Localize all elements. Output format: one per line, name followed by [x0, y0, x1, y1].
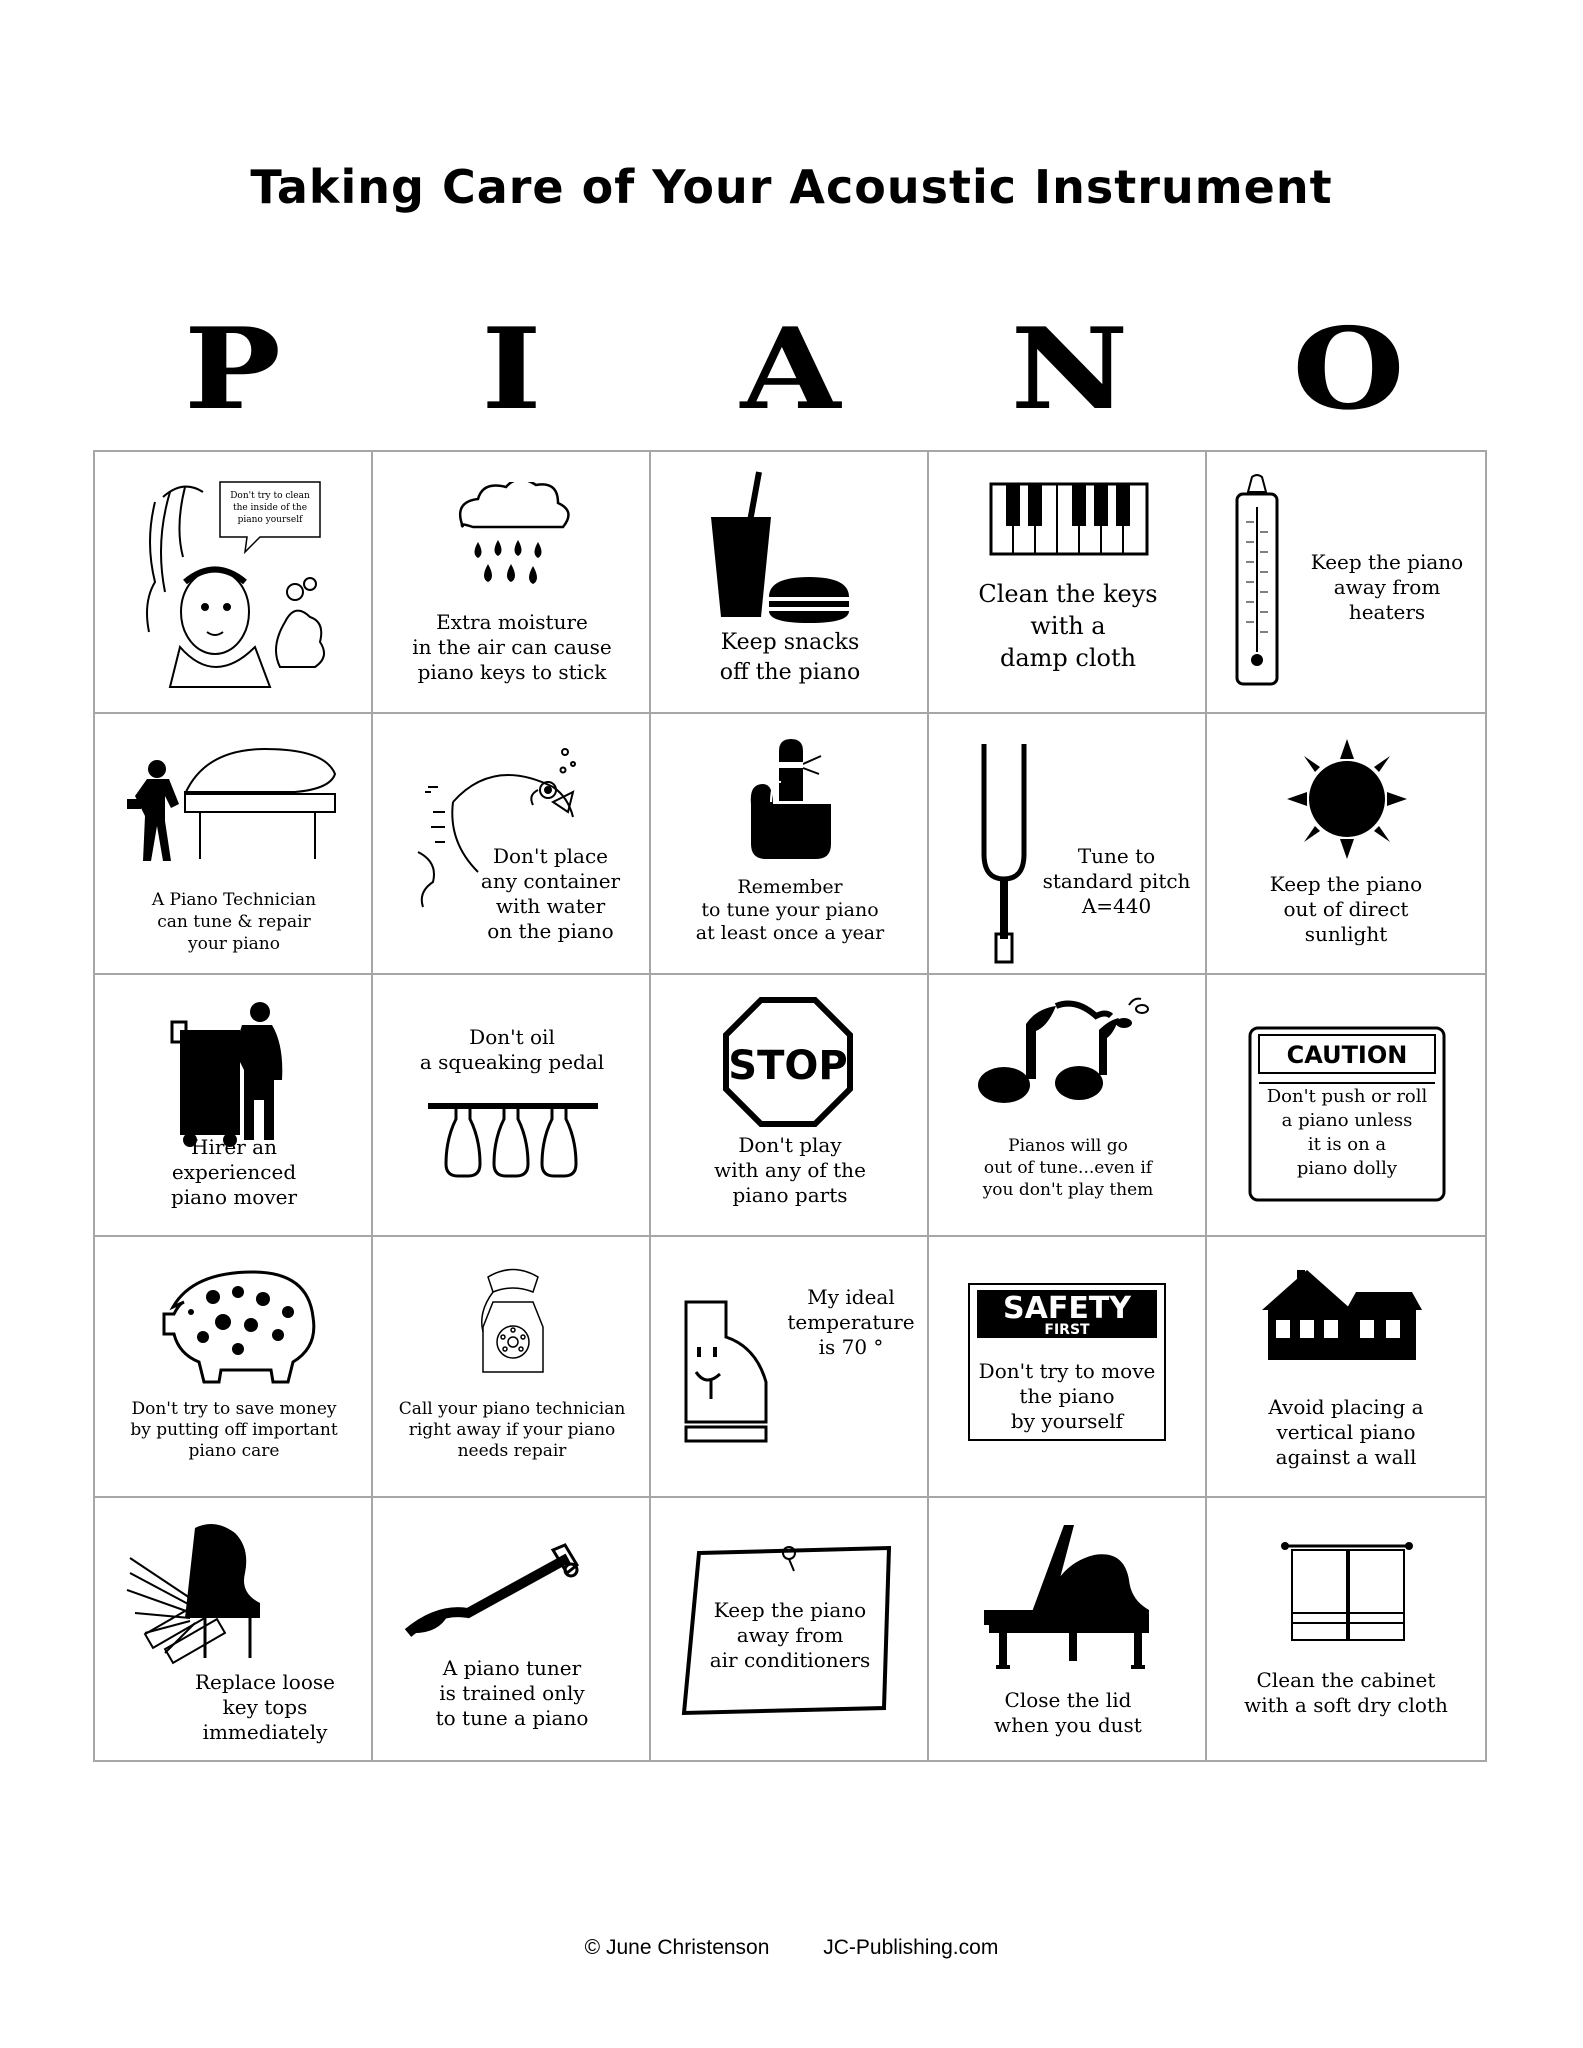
- tuning-hammer-icon: [403, 1538, 583, 1648]
- svg-text:SAFETY: SAFETY: [1003, 1290, 1131, 1326]
- bingo-cell: [373, 452, 651, 714]
- caption: Tune to standard pitch A=440: [1042, 843, 1191, 918]
- caption: Don't try to save money by putting off important piano care: [130, 1398, 338, 1461]
- speech-bubble-text: Don't try to clean: [230, 491, 310, 501]
- caption: Close the lid when you dust: [994, 1688, 1142, 1738]
- footer-site: JC-Publishing.com: [823, 1936, 999, 1959]
- bingo-cell: [651, 452, 929, 714]
- house-icon: [1262, 1265, 1422, 1365]
- pedals-icon: [428, 1103, 598, 1183]
- piano-keys-icon: [989, 482, 1149, 562]
- letter-a: A: [740, 304, 841, 435]
- bingo-cell: [95, 1237, 373, 1499]
- loose-keys-icon: [125, 1518, 285, 1668]
- bingo-cell: [1207, 452, 1485, 714]
- speech-bubble-text: piano yourself: [237, 515, 303, 525]
- towels-icon: [1277, 1538, 1417, 1648]
- bingo-cell: [651, 1498, 929, 1760]
- telephone-icon: [468, 1267, 558, 1387]
- bingo-cell: [929, 1237, 1207, 1499]
- bingo-cell: [1207, 1498, 1485, 1760]
- rain-cloud-icon: [443, 482, 583, 592]
- caption: A Piano Technician can tune & repair your piano: [151, 889, 317, 954]
- stop-sign-icon: [723, 997, 853, 1127]
- caption: Clean the keys with a damp cloth: [978, 580, 1158, 672]
- caption: Extra moisture in the air can cause piano keys to stick: [412, 610, 612, 684]
- bingo-cell: [929, 975, 1207, 1237]
- caption: Call your piano technician right away if your piano needs repair: [398, 1398, 626, 1461]
- letter-o: O: [1292, 304, 1405, 435]
- piano-mover-icon: [170, 1000, 300, 1150]
- technician-grand-piano-icon: [125, 739, 345, 869]
- sun-icon: [1287, 739, 1407, 859]
- bingo-cell: [929, 714, 1207, 976]
- caption: Clean the cabinet with a soft dry cloth: [1244, 1668, 1448, 1718]
- bingo-cell: [373, 1237, 651, 1499]
- drink-and-burger-icon: [701, 467, 861, 627]
- caption: Avoid placing a vertical piano against a wall: [1268, 1394, 1424, 1469]
- bingo-cell: [95, 1498, 373, 1760]
- speech-bubble-text: the inside of the: [232, 503, 308, 513]
- caption: Keep the piano out of direct sunlight: [1269, 871, 1423, 946]
- bingo-cell: [1207, 975, 1485, 1237]
- bingo-cell: [929, 452, 1207, 714]
- caption: Don't push or roll a piano unless it is on a piano dolly: [1266, 1086, 1428, 1180]
- caption: Don't oil a squeaking pedal: [419, 1025, 605, 1075]
- bingo-cell: [95, 714, 373, 976]
- caption: Don't try to move the piano by yourself: [978, 1358, 1156, 1433]
- smiling-piano-icon: [681, 1297, 781, 1447]
- letter-p: P: [184, 304, 281, 435]
- svg-text:STOP: STOP: [728, 1043, 848, 1090]
- caption: Hirer an experienced piano mover: [170, 1135, 298, 1210]
- caption: A piano tuner is trained only to tune a piano: [435, 1656, 589, 1731]
- bingo-cell: [929, 1498, 1207, 1760]
- letter-i: I: [481, 304, 542, 435]
- bingo-cell: [373, 714, 651, 976]
- svg-text:CAUTION: CAUTION: [1286, 1041, 1408, 1070]
- cartoon-lady-icon: [135, 472, 335, 692]
- bingo-cell: [1207, 714, 1485, 976]
- music-notes-icon: [974, 995, 1164, 1105]
- bingo-cell: [373, 1498, 651, 1760]
- piggy-bank-icon: [143, 1267, 323, 1387]
- footer-author: © June Christenson: [584, 1936, 770, 1959]
- caption: Replace loose key tops immediately: [195, 1670, 335, 1745]
- bingo-grid: [93, 450, 1487, 1762]
- caption: Pianos will go out of tune...even if you don't play them: [982, 1136, 1154, 1201]
- bingo-cell: [651, 1237, 929, 1499]
- caption: Keep snacks off the piano: [719, 630, 861, 685]
- piano-letters-header: [93, 305, 1487, 435]
- caption: Remember to tune your piano at least once a year: [695, 875, 885, 944]
- bingo-cell: [95, 975, 373, 1237]
- letter-n: N: [1010, 304, 1129, 435]
- grand-piano-icon: [984, 1520, 1154, 1680]
- footer: [0, 1936, 1583, 1960]
- bingo-cell: [651, 975, 929, 1237]
- bingo-cell: [95, 452, 373, 714]
- caption: My ideal temperature is 70 °: [787, 1284, 915, 1359]
- caption: Don't play with any of the piano parts: [714, 1133, 866, 1208]
- caption: Don't place any container with water on the piano: [480, 843, 621, 943]
- thermometer-icon: [1232, 472, 1282, 692]
- bingo-cell: [1207, 1237, 1485, 1499]
- caption: Keep the piano away from air conditioners: [709, 1598, 871, 1673]
- bingo-cell: [651, 714, 929, 976]
- svg-text:FIRST: FIRST: [1044, 1321, 1090, 1338]
- page-title: Taking Care of Your Acoustic Instrument: [250, 160, 1333, 214]
- tuning-fork-icon: [974, 739, 1034, 969]
- bingo-cell: [373, 975, 651, 1237]
- string-finger-icon: [741, 734, 841, 864]
- caption: Keep the piano away from heaters: [1310, 550, 1464, 624]
